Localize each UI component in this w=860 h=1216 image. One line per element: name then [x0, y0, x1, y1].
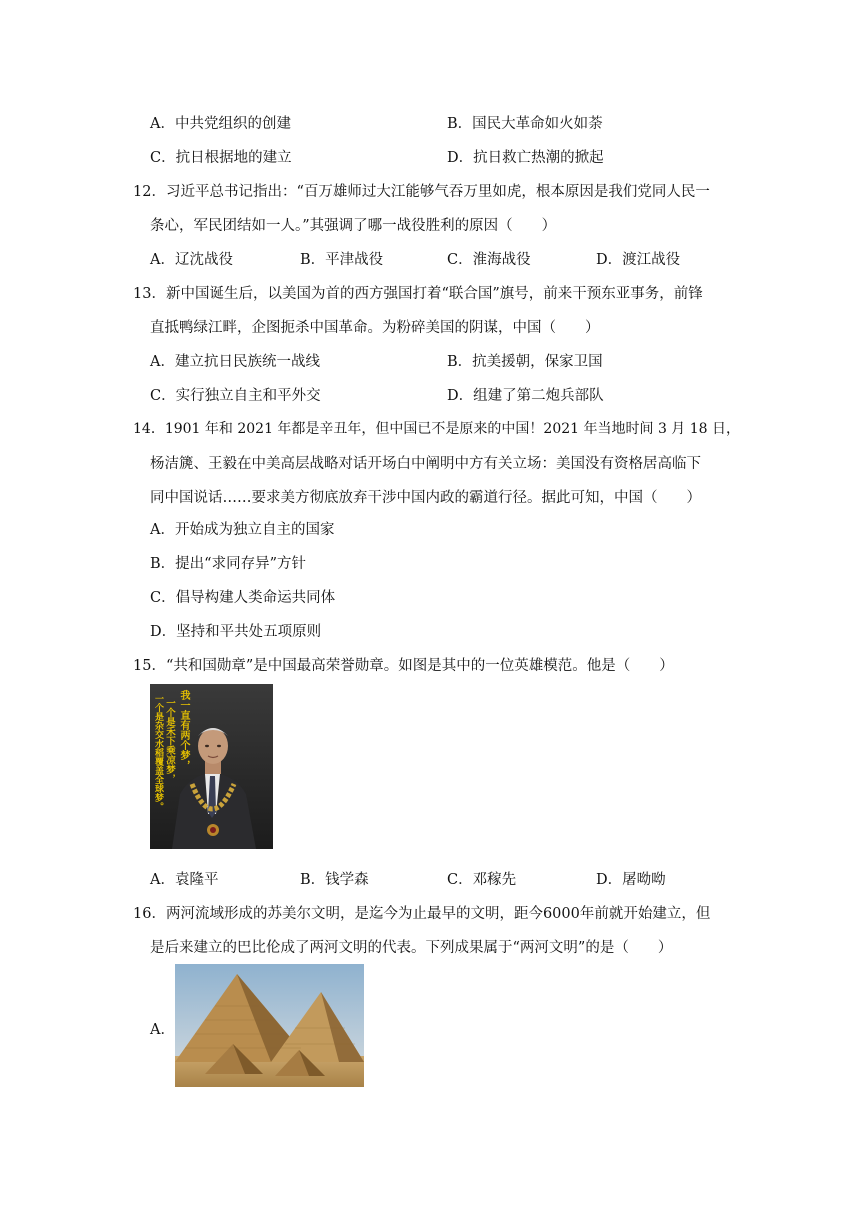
q15-option-b[interactable]: B．钱学森 [300, 872, 369, 888]
q15-option-d[interactable]: D．屠呦呦 [596, 872, 666, 888]
q15-stem-line-1: 15．“共和国勋章”是中国最高荣誉勋章。如图是其中的一位英雄模范。他是（ ） [133, 658, 674, 674]
q13-option-a[interactable]: A．建立抗日民族统一战线 [150, 354, 320, 370]
portrait-figure [150, 684, 273, 849]
q16-option-a[interactable]: A． [150, 1022, 175, 1038]
q12-option-c[interactable]: C．淮海战役 [447, 252, 531, 268]
q14-option-c[interactable]: C．倡导构建人类命运共同体 [150, 590, 336, 606]
q11-option-d[interactable]: D．抗日救亡热潮的掀起 [447, 150, 604, 166]
q12-option-b[interactable]: B．平津战役 [300, 252, 384, 268]
q15-option-a[interactable]: A．袁隆平 [150, 872, 219, 888]
q12-stem-line-1: 12．习近平总书记指出：“百万雄师过大江能够气吞万里如虎，根本原因是我们党同人民一 [133, 184, 710, 200]
q12-stem-line-2: 条心，军民团结如一人。”其强调了哪一战役胜利的原因（ ） [150, 218, 557, 234]
q13-option-b[interactable]: B．抗美援朝，保家卫国 [447, 354, 603, 370]
portrait-caption-3: 一个是杂交水稻覆盖全球梦。 [153, 694, 163, 811]
q11-option-c[interactable]: C．抗日根据地的建立 [150, 150, 292, 166]
q13-option-c[interactable]: C．实行独立自主和平外交 [150, 388, 321, 404]
q14-stem-line-2: 杨洁篪、王毅在中美高层战略对话开场白中阐明中方有关立场：美国没有资格居高临下 [150, 456, 701, 472]
q14-option-b[interactable]: B．提出“求同存异”方针 [150, 556, 306, 572]
q16-stem-line-1: 16．两河流域形成的苏美尔文明，是迄今为止最早的文明，距今6000年前就开始建立，但 [133, 906, 711, 922]
q12-option-d[interactable]: D．渡江战役 [596, 252, 681, 268]
q13-stem-line-2: 直抵鸭绿江畔，企图扼杀中国革命。为粉碎美国的阴谋，中国（ ） [150, 320, 600, 336]
q14-option-d[interactable]: D．坚持和平共处五项原则 [150, 624, 322, 640]
q11-option-a[interactable]: A．中共党组织的创建 [150, 116, 291, 132]
q14-stem-line-1: 14．1901 年和 2021 年都是辛丑年，但中国已不是原来的中国！2021 年当地时间 3 月 18 日， [133, 421, 741, 437]
portrait-caption-2: 一个是禾下乘凉梦， [164, 698, 175, 784]
q13-option-d[interactable]: D．组建了第二炮兵部队 [447, 388, 604, 404]
q13-stem-line-1: 13．新中国诞生后，以美国为首的西方强国打着“联合国”旗号，前来干预东亚事务，前锋 [133, 286, 703, 302]
pyramids-illustration [175, 964, 364, 1087]
q16-stem-line-2: 是后来建立的巴比伦成了两河文明的代表。下列成果属于“两河文明”的是（ ） [150, 940, 673, 956]
q14-stem-line-3: 同中国说话……要求美方彻底放弃干涉中国内政的霸道行径。据此可知，中国（ ） [150, 490, 701, 506]
pyramids-photo [175, 964, 364, 1087]
q12-option-a[interactable]: A．辽沈战役 [150, 252, 233, 268]
q15-option-c[interactable]: C．邓稼先 [447, 872, 517, 888]
portrait-caption-1: 我一直有两个梦， [178, 690, 189, 770]
q14-option-a[interactable]: A．开始成为独立自主的国家 [150, 522, 335, 538]
q11-option-b[interactable]: B．国民大革命如火如荼 [447, 116, 603, 132]
hero-portrait-photo [150, 684, 273, 849]
